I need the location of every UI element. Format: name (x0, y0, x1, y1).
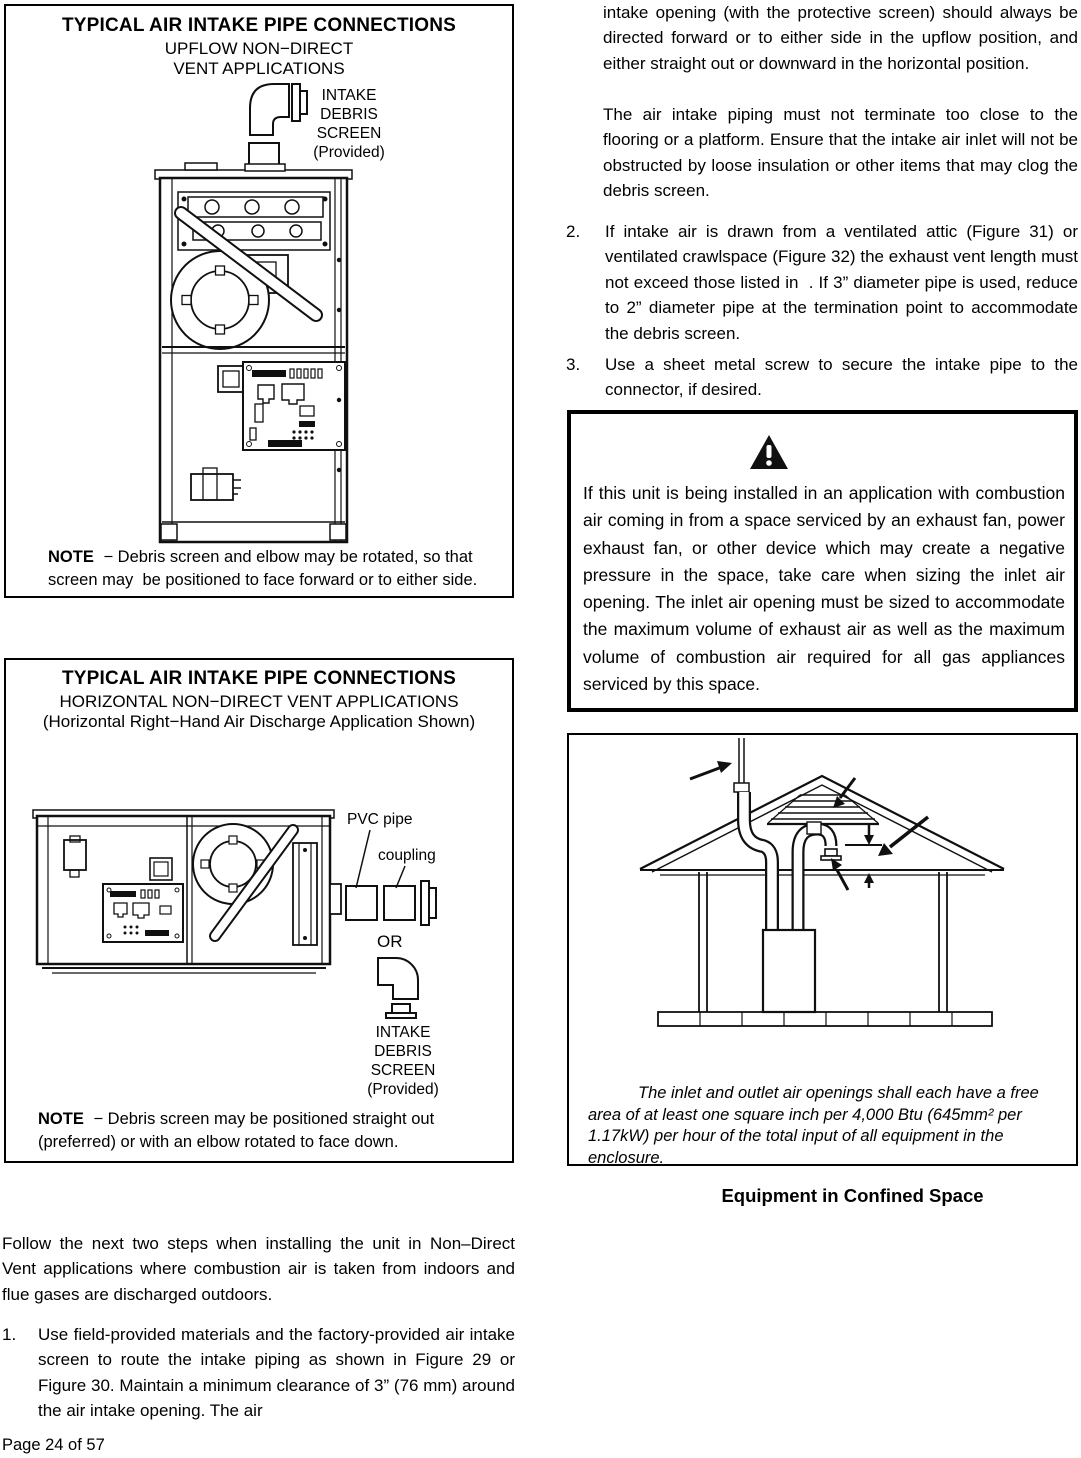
pvc-pipe-drawing (346, 830, 436, 925)
list-item-3: Use a sheet metal screw to secure the intake pipe to the connector, if desired. (605, 355, 1078, 400)
figure-horizontal-subtitle2: (Horizontal Right−Hand Air Discharge Application Shown) (42, 712, 476, 731)
or-label: OR (377, 932, 403, 951)
pvc-pipe-label: PVC pipe (347, 811, 413, 828)
confined-space-caption: The inlet and outlet air openings shall each have a free area of at least one square inch per 4,000 Btu (645mm² per 1.17kW) per hour of the total input of all equipment in the enclosure. (588, 1084, 1039, 1167)
list-number-1: 1. (2, 1325, 17, 1344)
warning-box (567, 410, 1078, 712)
horizontal-cabinet-drawing (33, 810, 341, 973)
paragraph-follow-steps: Follow the next two steps when installing the unit in Non–Direct Vent applications where combustion air is taken from indoors and flue gases are discharged outdoors. (2, 1234, 515, 1304)
house-structure (640, 776, 1004, 1026)
upflow-note: NOTE − Debris screen and elbow may be rotated, so that screen may be positioned to face forward or to either side. (48, 548, 478, 589)
elbow-option-drawing (378, 958, 418, 1018)
warning-icon (749, 434, 789, 470)
horizontal-furnace-diagram (25, 790, 495, 1025)
page-footer: Page 24 of 57 (2, 1436, 105, 1454)
list-number-2: 2. (566, 222, 581, 241)
upflow-intake-screen-label: INTAKE DEBRIS SCREEN (Provided) (313, 87, 385, 161)
figure-upflow-title: TYPICAL AIR INTAKE PIPE CONNECTIONS (61, 15, 457, 36)
warning-text: If this unit is being installed in an application with combustion air coming in from a space serviced by an exhaust fan, power exhaust fan, or other device which may create a negative pressure in the space, take care when sizing the inlet air opening. The inlet air opening must be sized to accommodate the maximum volume of exhaust air as well as the maximum volume of combustion air required for all gas appliances serviced by this space. (583, 483, 1065, 695)
list-number-3: 3. (566, 355, 581, 374)
furnace-cabinet-drawing (155, 163, 352, 542)
figure-horizontal-title: TYPICAL AIR INTAKE PIPE CONNECTIONS (61, 668, 457, 689)
horizontal-note: NOTE − Debris screen may be positioned straight out (preferred) or with an elbow rotated to face down. (38, 1110, 435, 1151)
list-item-2: If intake air is drawn from a ventilated attic (Figure 31) or ventilated crawlspace (Figure 32) the exhaust vent length must not exceed those listed in . If 3” diameter pipe is used, reduce to 2” diameter pipe at the termination point to accommodate the debris screen. (605, 222, 1078, 343)
paragraph-intake-opening: intake opening (with the protective screen) should always be directed forward or to either side in the upflow position, and either straight out or downward in the horizontal position. (603, 3, 1078, 73)
paragraph-intake-piping: The air intake piping must not terminate too close to the flooring or a platform. Ensure that the intake air inlet will not be obstructed by loose insulation or other items that may clog the debris screen. (603, 105, 1078, 201)
list-item-1: Use field-provided materials and the factory-provided air intake screen to route the intake piping as shown in Figure 29 or Figure 30. Maintain a minimum clearance of 3” (76 mm) around the air intake opening. The air (38, 1325, 515, 1421)
confined-space-figure-label: Equipment in Confined Space (721, 1185, 984, 1206)
figure-upflow-subtitle1: UPFLOW NON−DIRECT (164, 39, 354, 58)
figure-upflow-subtitle2: VENT APPLICATIONS (173, 59, 345, 78)
intake-elbow-drawing (249, 84, 307, 173)
horizontal-intake-screen-label: INTAKE DEBRIS SCREEN (Provided) (367, 1024, 439, 1098)
figure-horizontal-subtitle1: HORIZONTAL NON−DIRECT VENT APPLICATIONS (59, 692, 459, 711)
confined-space-diagram (570, 736, 1075, 1056)
coupling-label: coupling (378, 847, 436, 864)
